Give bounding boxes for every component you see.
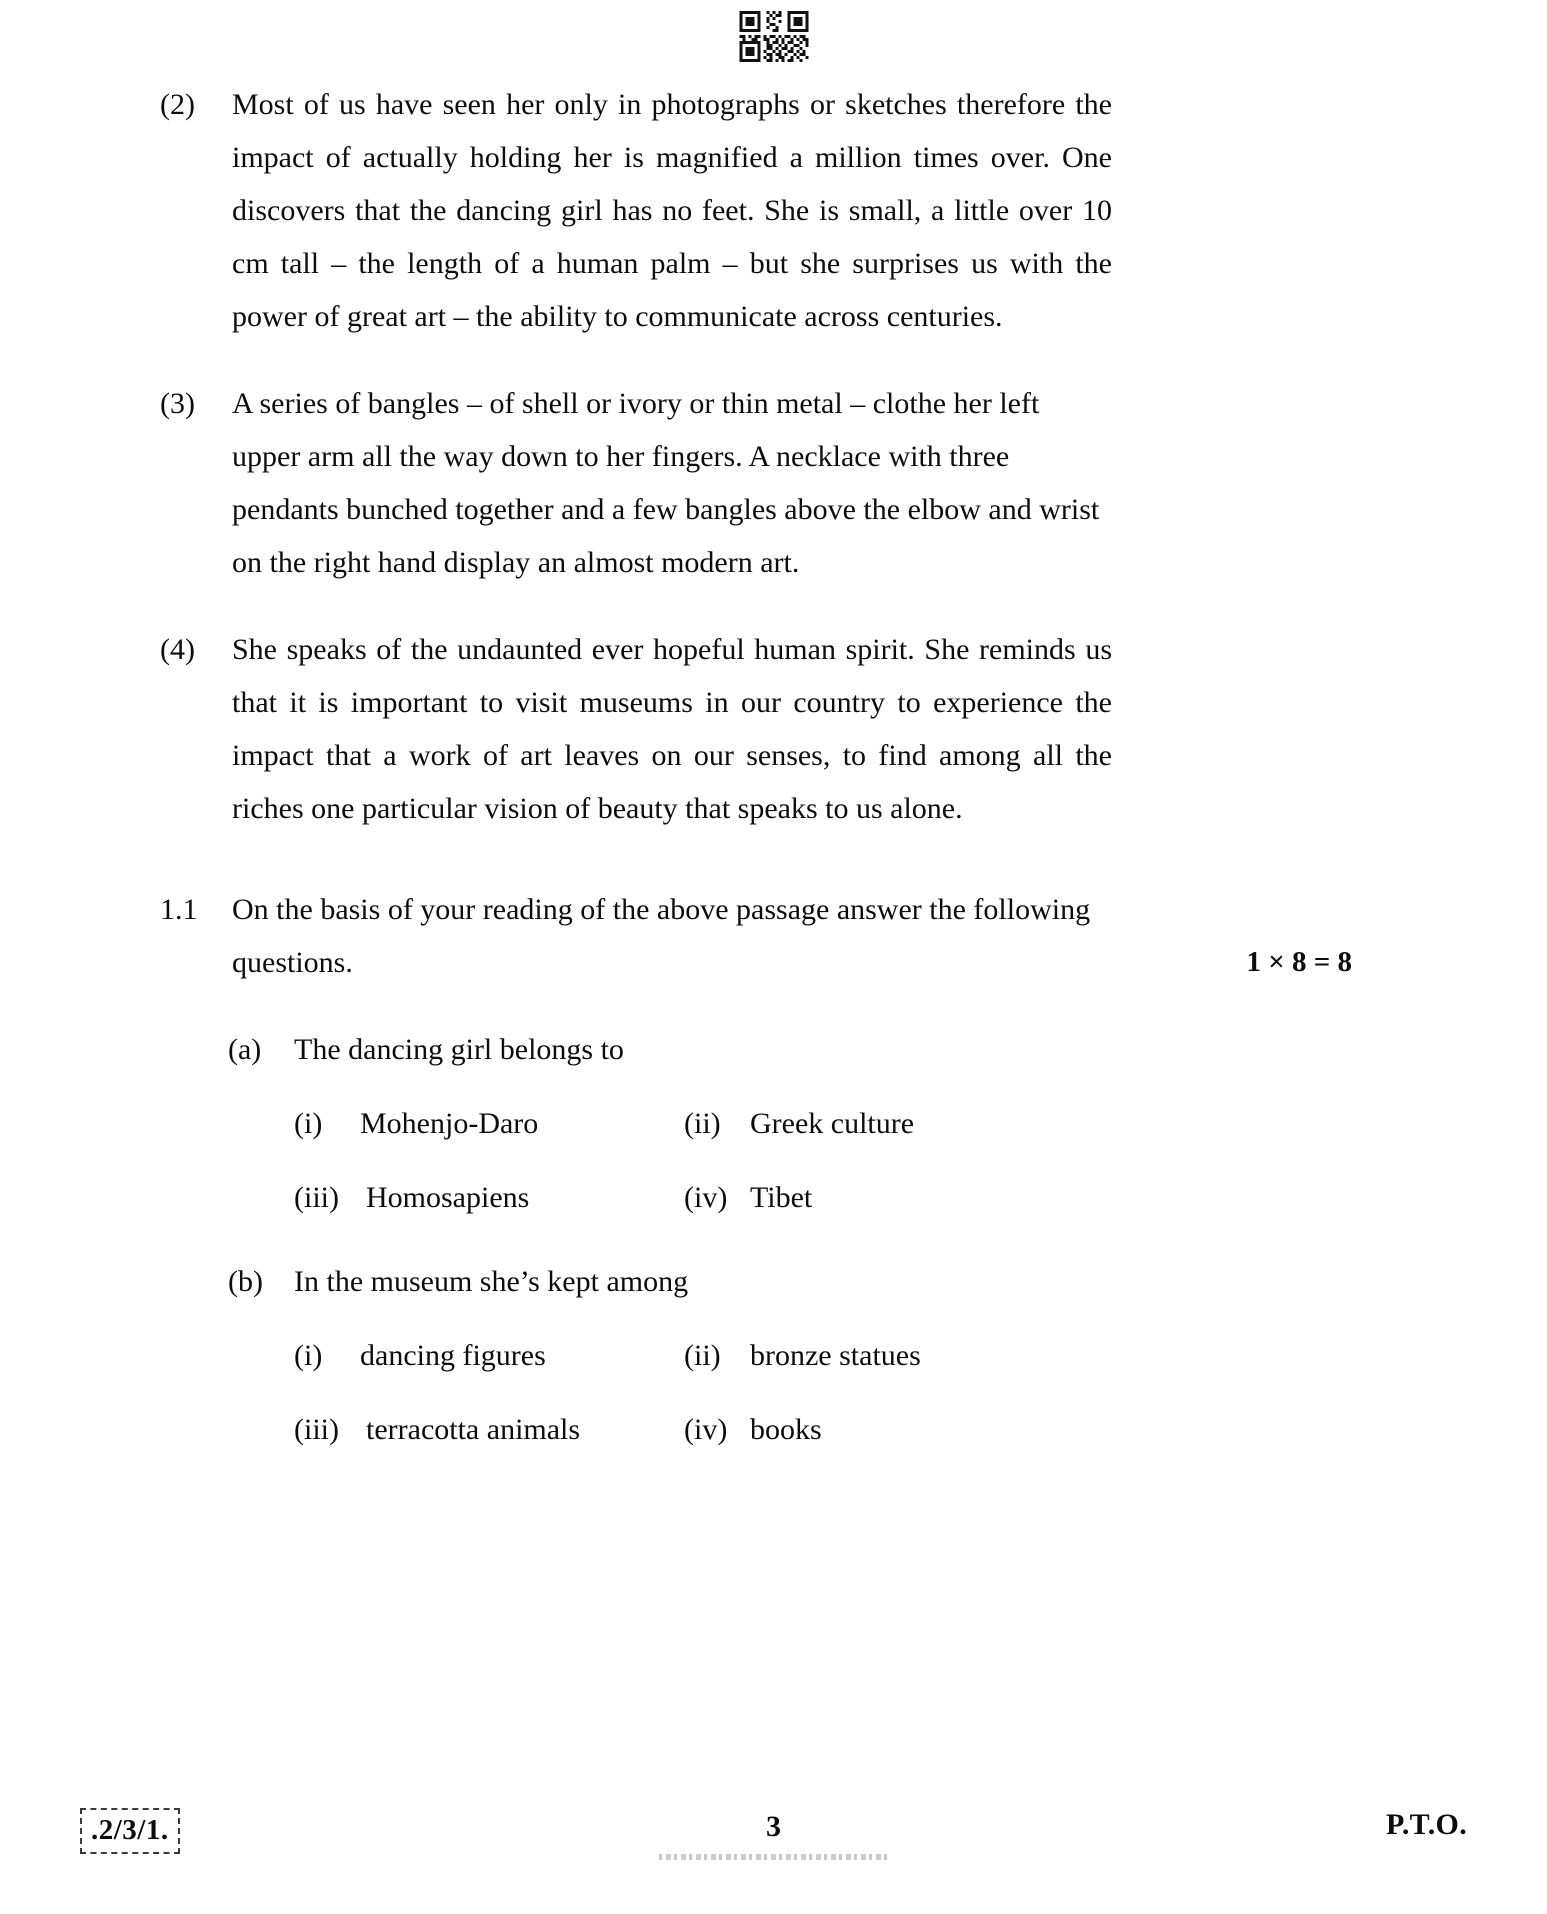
option-ii[interactable] [684,1101,1074,1147]
option-i[interactable] [294,1101,684,1147]
page-content [0,78,1547,1453]
option-iv[interactable] [684,1407,1074,1453]
option-iii[interactable] [294,1175,684,1221]
option-roman: (iii) [294,1413,339,1446]
option-label: books [750,1413,822,1446]
option-label: Homosapiens [366,1181,530,1214]
passage-paragraph [0,623,1427,835]
turn-over-label: P.T.O. [1386,1808,1467,1841]
paragraph-number: (2) [160,88,195,121]
footer-smudge [659,1854,889,1860]
option-iii[interactable] [294,1407,684,1453]
paragraph-text: She speaks of the undaunted ever hopeful human spirit. She reminds us that it is important to visit museums in our country to experience the impact that a work of art leaves on our senses, to find among all the riches one particular vision of beauty that speaks to us alone. [232,633,1112,825]
sub-question-text: In the museum she’s kept among [294,1265,689,1298]
option-i[interactable] [294,1333,684,1379]
option-roman: (i) [294,1107,323,1140]
sub-question-text: The dancing girl belongs to [294,1033,624,1066]
question-number: 1.1 [160,893,198,926]
sub-question-label: (a) [228,1033,262,1066]
option-label: dancing figures [360,1339,546,1372]
option-row [294,1175,1074,1221]
option-ii[interactable] [684,1333,1074,1379]
paragraph-text: A series of bangles – of shell or ivory or thin metal – clothe her left upper arm all the way down to her fingers. A necklace with three pendants bunched together and a few bangles above the elbow and wrist on the right hand display an almost modern art. [232,387,1100,579]
option-roman: (iii) [294,1181,339,1214]
options-group-a [294,1101,1074,1221]
paper-code: .2/3/1. [80,1808,180,1854]
option-row [294,1333,1074,1379]
option-iv[interactable] [684,1175,1074,1221]
sub-question-a [0,1025,1427,1075]
option-row [294,1101,1074,1147]
question-1-1 [0,883,1427,989]
option-roman: (iv) [684,1413,728,1446]
paragraph-text: Most of us have seen her only in photographs or sketches therefore the impact of actually holding her is magnified a million times over. One discovers that the dancing girl has no feet. She is small, a little over 10 cm tall – the length of a human palm – but she surprises us with the power of great art – the ability to communicate across centuries. [232,88,1112,333]
paragraph-number: (4) [160,633,195,666]
passage-paragraph [0,78,1427,343]
option-roman: (iv) [684,1181,728,1214]
option-label: Greek culture [750,1107,915,1140]
option-label: Mohenjo-Daro [360,1107,539,1140]
qr-code-icon [736,8,812,62]
page-number: 3 [766,1810,781,1843]
option-label: Tibet [750,1181,813,1214]
marks-allocation: 1 × 8 = 8 [1246,946,1352,978]
question-instruction: On the basis of your reading of the above passage answer the following questions. [232,893,1091,979]
option-row [294,1407,1074,1453]
option-label: bronze statues [750,1339,921,1372]
sub-question-b [0,1257,1427,1307]
sub-question-label: (b) [228,1265,263,1298]
option-roman: (ii) [684,1107,721,1140]
page-footer [0,1808,1547,1868]
question-instruction-wrap [232,883,1352,989]
option-roman: (i) [294,1339,323,1372]
qr-code [736,8,812,62]
paragraph-number: (3) [160,387,195,420]
option-roman: (ii) [684,1339,721,1372]
passage-paragraph [0,377,1427,589]
options-group-b [294,1333,1074,1453]
option-label: terracotta animals [366,1413,581,1446]
